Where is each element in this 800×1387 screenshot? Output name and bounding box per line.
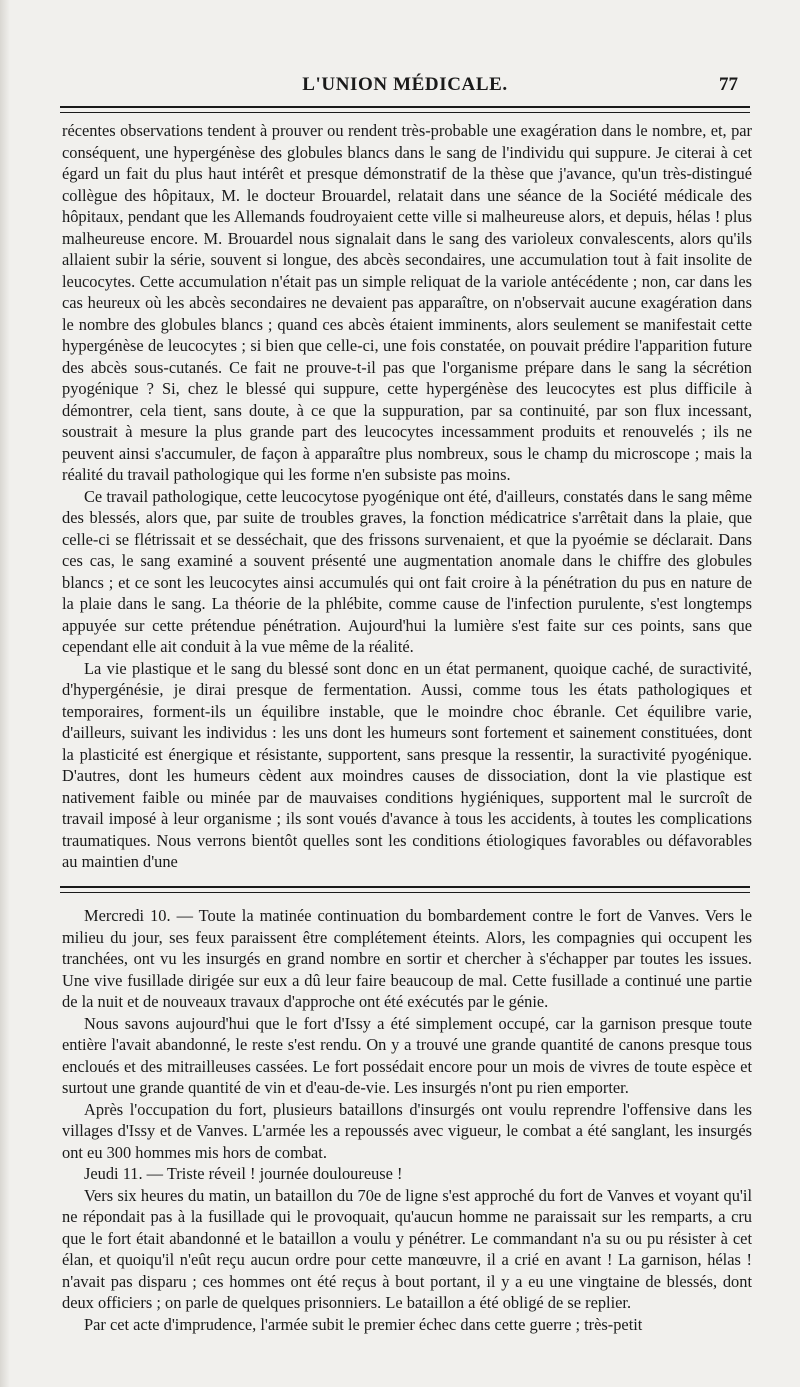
page-edge-shadow xyxy=(0,0,10,1387)
header-rule-thin xyxy=(60,112,750,113)
feuilleton-paragraph: Vers six heures du matin, un bataillon du 70e de ligne s'est approché du fort de Vanves et voyant qu'il ne répondait pas à la fusillade qui le provoquait, qu'aucun homme ne paraissait sur les remparts, a cru que le fort était abandonné et le bataillon a voulu y pénétrer. Le commandant n'a su ou pu résister à cet élan, et quoiqu'il n'eût reçu aucun ordre pour cette manœuvre, il a crié en avant ! La garnison, hélas ! n'avait pas disparu ; ces hommes ont été reçus à bout portant, il y a eu une vingtaine de blessés, dont deux officiers ; on parle de quelques prisonniers. Le bataillon a été obligé de se replier. xyxy=(62,1185,752,1312)
feuilleton-paragraph: Mercredi 10. — Toute la matinée continuation du bombardement contre le fort de Vanves. Vers le milieu du jour, ses feux paraissent être complétement éteints. Alors, les compagnies qui occupent les tranchées, ont vu les insurgés en grand nombre en sortir et chercher à s'échapper par toutes les issues. Une vive fusillade dirigée sur eux a dû leur faire beaucoup de mal. Cette fusillade a continué une partie de la nuit et de nouveaux travaux d'approche ont été exécutés par le génie. xyxy=(62,906,752,1011)
article-paragraph: Ce travail pathologique, cette leucocytose pyogénique ont été, d'ailleurs, constatés dans le sang même des blessés, alors que, par suite de troubles graves, la fonction médicatrice s'arrêtait dans la plaie, que celle-ci se flétrissait et se desséchait, que des frissons survenaient, et que la pyoémie se déclarait. Dans ces cas, le sang examiné a souvent présenté une augmentation anomale dans le chiffre des globules blancs ; et ce sont les leucocytes ainsi accumulés qui ont fait croire à la pénétration du pus en nature de la plaie dans le sang. La théorie de la phlébite, comme cause de l'infection purulente, s'est longtemps appuyée sur cette prétendue pénétration. Aujourd'hui la lumière s'est faite sur ces points, sans que cependant elle ait conduit à la vue même de la réalité. xyxy=(62,486,752,656)
feuilleton-paragraph: Par cet acte d'imprudence, l'armée subit le premier échec dans cette guerre ; très-petit xyxy=(84,1314,643,1334)
feuilleton-paragraph: Nous savons aujourd'hui que le fort d'Issy a été simplement occupé, car la garnison presque toute entière l'avait abandonné, le reste s'est rendu. On y a trouvé une grande quantité de canons presque tous encloués et des mitrailleuses cassées. Le fort possédait encore pour un mois de vivres de toute espèce et surtout une grande quantité de vin et d'eau-de-vie. Les insurgés n'ont pu rien emporter. xyxy=(62,1013,752,1097)
feuilleton-separator-thin xyxy=(60,892,750,893)
feuilleton-paragraph: Après l'occupation du fort, plusieurs bataillons d'insurgés ont voulu reprendre l'offensive dans les villages d'Issy et de Vanves. L'armée les a repoussés avec vigueur, le combat a été sanglant, les insurgés ont eu 300 hommes mis hors de combat. xyxy=(62,1099,752,1162)
page-number: 77 xyxy=(719,74,738,95)
journal-title: L'UNION MÉDICALE. xyxy=(302,74,508,95)
main-article xyxy=(62,120,752,873)
feuilleton-section xyxy=(62,905,752,1335)
header-rule xyxy=(60,106,750,108)
page-header xyxy=(60,74,750,100)
article-paragraph: récentes observations tendent à prouver ou rendent très-probable une exagération dans le nombre, et, par conséquent, une hypergénèse des globules blancs dans le sang de l'individu qui suppure. Je citerai à cet égard un fait du plus haut intérêt et presque démonstratif de la thèse que j'avance, qu'un très-distingué collègue des hôpitaux, M. le docteur Brouardel, relatait dans une séance de la Société médicale des hôpitaux, pendant que les Allemands foudroyaient cette ville si malheureuse alors, et depuis, hélas ! plus malheureuse encore. M. Brouardel nous signalait dans le sang des varioleux convalescents, alors qu'ils allaient subir la série, souvent si longue, des abcès secondaires, une accumulation tout à fait insolite de leucocytes. Cette accumulation n'était pas un simple reliquat de la variole antécédente ; non, car dans les cas heureux où les abcès secondaires ne devaient pas apparaître, on n'observait aucune exagération dans le nombre des globules blancs ; quand ces abcès étaient imminents, alors seulement se manifestait cette hypergénèse de leucocytes ; si bien que celle-ci, une fois constatée, on pouvait prédire l'apparition future des abcès sous-cutanés. Ce fait ne prouve-t-il pas que l'organisme prépare dans le sang la sécrétion pyogénique ? Si, chez le blessé qui suppure, cette hypergénèse des leucocytes est plus difficile à démontrer, cela tient, sans doute, à ce que la suppuration, par sa continuité, par son flux incessant, soustrait à mesure la plus grande part des leucocytes incessamment produits et renouvelés ; ils ne peuvent ainsi s'accumuler, de façon à apparaître plus nombreux, sous le champ du microscope ; mais la réalité du travail pathologique qui les forme n'en subsiste pas moins. xyxy=(62,121,752,484)
article-paragraph: La vie plastique et le sang du blessé sont donc en un état permanent, quoique caché, de suractivité, d'hypergénésie, je dirai presque de fermentation. Aussi, comme tous les états pathologiques et temporaires, forment-ils un équilibre instable, que le moindre choc ébranle. Cet équilibre varie, d'ailleurs, suivant les individus : les uns dont les humeurs sont fortement et sainement constituées, dont la plasticité est énergique et résistante, supportent, sans presque la ressentir, la suractivité pyogénique. D'autres, dont les humeurs cèdent aux moindres causes de dissociation, dont la vie plastique est nativement faible ou minée par de mauvaises conditions hygiéniques, supportent mal le surcroît de travail imposé à leur organisme ; ils sont voués d'avance à tous les accidents, à toutes les complications traumatiques. Nous verrons bientôt quelles sont les conditions étiologiques favorables ou défavorables au maintien d'une xyxy=(62,658,752,871)
feuilleton-paragraph: Jeudi 11. — Triste réveil ! journée douloureuse ! xyxy=(84,1164,403,1183)
feuilleton-separator xyxy=(60,886,750,888)
